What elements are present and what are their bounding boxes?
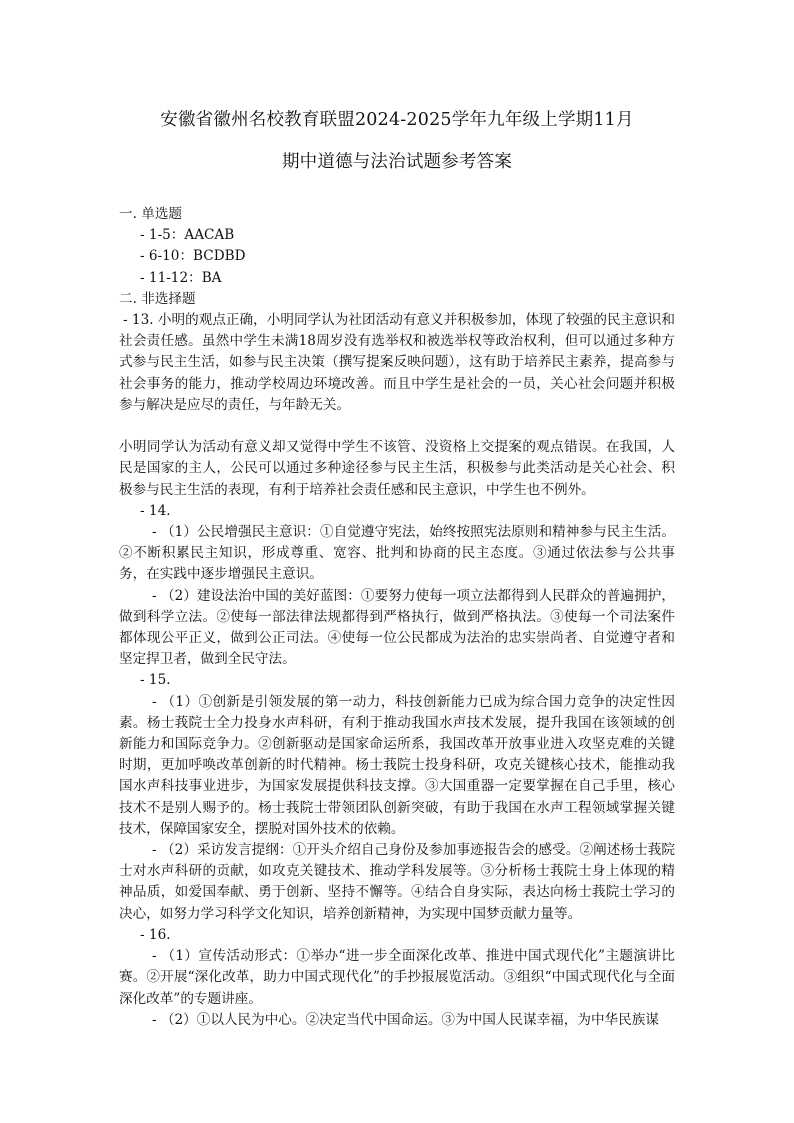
section2-heading: 二. 非选择题	[119, 290, 196, 307]
document-title-line2: 期中道德与法治试题参考答案	[281, 152, 513, 172]
question-16-label: - 16.	[140, 926, 171, 943]
answer-11-12: - 11-12：BA	[140, 269, 222, 286]
spacer	[119, 416, 675, 437]
question-14-part1: - （1）公民增强民主意识：①自觉遵守宪法，始终按照宪法原则和精神参与民主生活。②不断积累民主知识，形成尊重、宽容、批判和协商的民主态度。③通过依法参与公共事务，在实践中逐步增强民主意识。	[119, 524, 675, 583]
question-15-part1: - （1）①创新是引领发展的第一动力，科技创新能力已成为综合国力竞争的决定性因素。杨士莪院士全力投身水声科研，有利于推动我国水声技术发展，提升我国在该领域的创新能力和国际竞争力。②创新驱动是国家命运所系，我国改革开放事业进入攻坚克难的关键时期，更加呼唤改革创新的时代精神。杨士莪院士投身科研，攻克关键核心技术，能推动我国水声科技事业进步，为国家发展提供科技支撑。③大国重器一定要掌握在自己手里，核心技术不是别人赐予的。杨士莪院士带领团队创新突破，有助于我国在水声工程领域掌握关键技术，保障国家安全，摆脱对国外技术的依赖。	[119, 693, 675, 837]
question-16-part2: - （2）①以人民为中心。②决定当代中国命运。③为中国人民谋幸福，为中华民族谋	[152, 1011, 659, 1028]
answer-6-10: - 6-10：BCDBD	[140, 248, 246, 265]
question-14-part2: - （2）建设法治中国的美好蓝图：①要努力使每一项立法都得到人民群众的普遍拥护，做到科学立法。②使每一部法律法规都得到严格执行，做到严格执法。③使每一个司法案件都体现公平正义，做到公正司法。④使每一位公民都成为法治的忠实崇尚者、自觉遵守者和坚定捍卫者，做到全民守法。	[119, 587, 675, 668]
answer-1-5: - 1-5：AACAB	[140, 227, 235, 244]
answer-content	[119, 204, 675, 1031]
question-14-label: - 14.	[140, 502, 171, 519]
question-13-answer: - 13. 小明的观点正确，小明同学认为社团活动有意义并积极参加，体现了较强的民主意识和社会责任感。虽然中学生未满18周岁没有选举权和被选举权等政治权利，但可以通过多种方式参与民主生活，如参与民主决策（撰写提案反映问题），这有助于培养民主素养，提高参与社会事务的能力，推动学校周边环境改善。而且中学生是社会的一员，关心社会问题并积极参与解决是应尽的责任，与年龄无关。	[119, 312, 675, 413]
document-title-line1: 安徽省徽州名校教育联盟2024-2025学年九年级上学期11月	[160, 110, 634, 130]
question-16-part1: - （1）宣传活动形式：①举办“进一步全面深化改革、推进中国式现代化”主题演讲比赛。②开展“深化改革，助力中国式现代化”的手抄报展览活动。③组织“中国式现代化与全面深化改革”的专题讲座。	[119, 948, 675, 1007]
question-15-label: - 15.	[140, 672, 171, 689]
question-15-part2: - （2）采访发言提纲：①开头介绍自己身份及参加事迹报告会的感受。②阐述杨士莪院士对水声科研的贡献，如攻克关键技术、推动学科发展等。③分析杨士莪院士身上体现的精神品质，如爱国奉献、勇于创新、坚持不懈等。④结合自身实际，表达向杨士莪院士学习的决心，如努力学习科学文化知识，培养创新精神，为实现中国梦贡献力量等。	[119, 842, 675, 922]
section1-heading: 一. 单选题	[119, 206, 183, 222]
question-13-answer-part2: 小明同学认为活动有意义却又觉得中学生不该管、没资格上交提案的观点错误。在我国，人民是国家的主人，公民可以通过多种途径参与民主生活，积极参与此类活动是关心社会、积极参与民主生活的表现，有利于培养社会责任感和民主意识，中学生也不例外。	[119, 439, 675, 498]
